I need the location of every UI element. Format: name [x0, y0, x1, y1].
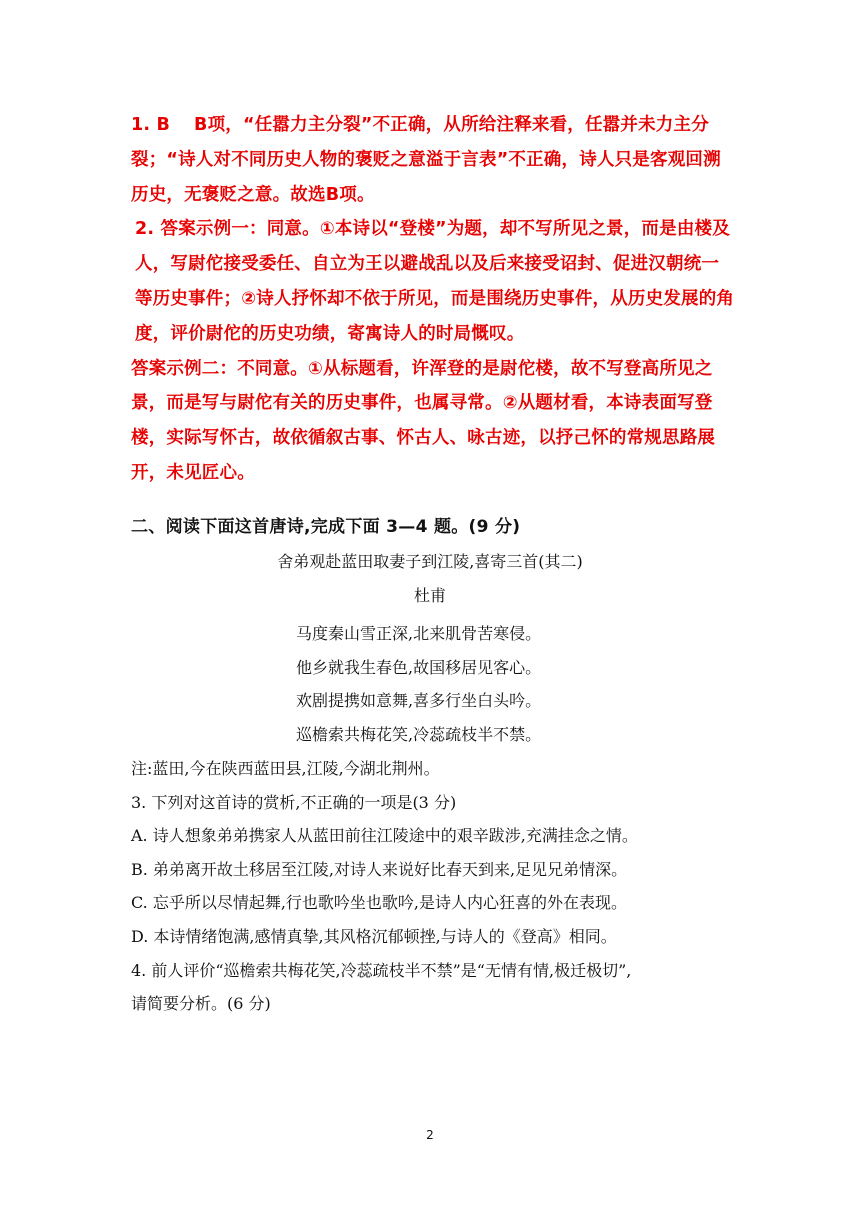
question-4-line-2: 请简要分析。(6 分): [131, 994, 271, 1014]
poem-author: 杜甫: [413, 586, 446, 605]
question-4-line-1: 4. 前人评价“巡檐索共梅花笑,冷蕊疏枝半不禁”是“无情有情,极迁极切”,: [131, 960, 632, 980]
poem-title: 舍弟观赴蓝田取妻子到江陵,喜寄三首(其二): [277, 552, 583, 571]
answer-q1: 1. B B项，“任嚣力主分裂”不正确，从所给注释来看，任嚣并未力主分裂；“诗人对不同历史人物的褒贬之意溢于言表”不正确，诗人只是客观回溯历史，无褒贬之意。故选B项。: [131, 115, 721, 205]
answer-q2-example-1: 2. 答案示例一：同意。①本诗以“登楼”为题，却不写所见之景，而是由楼及人，写尉佗接受委任、自立为王以避战乱以及后来接受诏封、促进汉朝统一等历史事件；②诗人抒怀却不依于所见，而是围绕历史事件，从历史发展的角度，评价尉佗的历史功绩，寄寓诗人的时局慨叹。: [135, 219, 735, 344]
questions: [131, 752, 736, 1021]
question-3-option-a: A. 诗人想象弟弟携家人从蓝田前往江陵途中的艰辛跋涉,充满挂念之情。: [131, 826, 638, 846]
answer-q2-example-2: 答案示例二：不同意。①从标题看，许浑登的是尉佗楼，故不写登高所见之景，而是写与尉佗有关的历史事件，也属寻常。②从题材看，本诗表面写登楼，实际写怀古，故依循叙古事、怀古人、咏古迹，以抒己怀的常规思路展开，未见匠心。: [131, 358, 716, 483]
question-3-stem: 3. 下列对这首诗的赏析,不正确的一项是(3 分): [131, 792, 457, 812]
page-number: 2: [426, 1128, 434, 1142]
poem-line: 马度秦山雪正深,北来肌骨苦寒侵。: [296, 624, 542, 643]
question-3-option-d: D. 本诗情绪饱满,感情真挚,其风格沉郁顿挫,与诗人的《登高》相同。: [131, 926, 617, 946]
poem-body: [296, 617, 541, 752]
poem-line: 欢剧提携如意舞,喜多行坐白头吟。: [296, 691, 542, 711]
answer-key: [131, 108, 736, 491]
question-3-option-b: B. 弟弟离开故土移居至江陵,对诗人来说好比春天到来,足见兄弟情深。: [131, 859, 628, 879]
poem-line: 他乡就我生春色,故国移居见客心。: [296, 657, 542, 677]
poem-line: 巡檐索共梅花笑,冷蕊疏枝半不禁。: [296, 725, 542, 745]
question-3-option-c: C. 忘乎所以尽情起舞,行也歌吟坐也歌吟,是诗人内心狂喜的外在表现。: [131, 893, 628, 913]
section-heading: 二、阅读下面这首唐诗,完成下面 3—4 题。(9 分): [131, 517, 521, 537]
poem-note: 注:蓝田,今在陕西蓝田县,江陵,今湖北荆州。: [131, 759, 440, 778]
